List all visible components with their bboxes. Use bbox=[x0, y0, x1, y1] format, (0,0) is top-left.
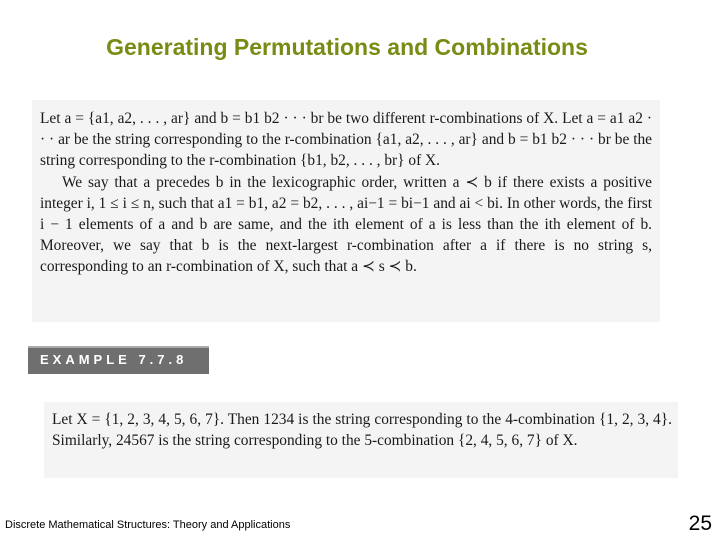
example-header-bar bbox=[28, 346, 209, 374]
example-header-label: EXAMPLE 7.7.8 bbox=[40, 352, 188, 367]
definition-paragraph-1: Let a = {a1, a2, . . . , ar} and b = b1 b2 · · · br be two different r-combinations of X. Let a = a1 a2 · · · ar be the string corresponding to the r-combination {a1, a2, . . . , ar} and b = b1 b2 · · · br be the string corresponding to the r-combination {b1, b2, . . . , br} of X. bbox=[40, 110, 652, 170]
definition-text bbox=[40, 108, 652, 278]
slide-title: Generating Permutations and Combinations bbox=[106, 34, 588, 60]
example-text: Let X = {1, 2, 3, 4, 5, 6, 7}. Then 1234 is the string corresponding to the 4-combination {1, 2, 3, 4}. Similarly, 24567 is the string corresponding to the 5-combination {2, 4, 5, 6, 7} of X. bbox=[52, 411, 672, 450]
footer-text: Discrete Mathematical Structures: Theory and Applications bbox=[5, 519, 291, 531]
page-number: 25 bbox=[688, 512, 712, 535]
definition-paragraph-2: We say that a precedes b in the lexicographic order, written a ≺ b if there exists a positive integer i, 1 ≤ i ≤ n, such that a1 = b1, a2 = b2, . . . , ai−1 = bi−1 and ai < bi. In other words, the first i − 1 elements of a and b are same, and the ith element of a is less than the ith element of b. Moreover, we say that b is the next-largest r-combination after a if there is no string s, corresponding to an r-combination of X, such that a ≺ s ≺ b. bbox=[40, 173, 652, 276]
